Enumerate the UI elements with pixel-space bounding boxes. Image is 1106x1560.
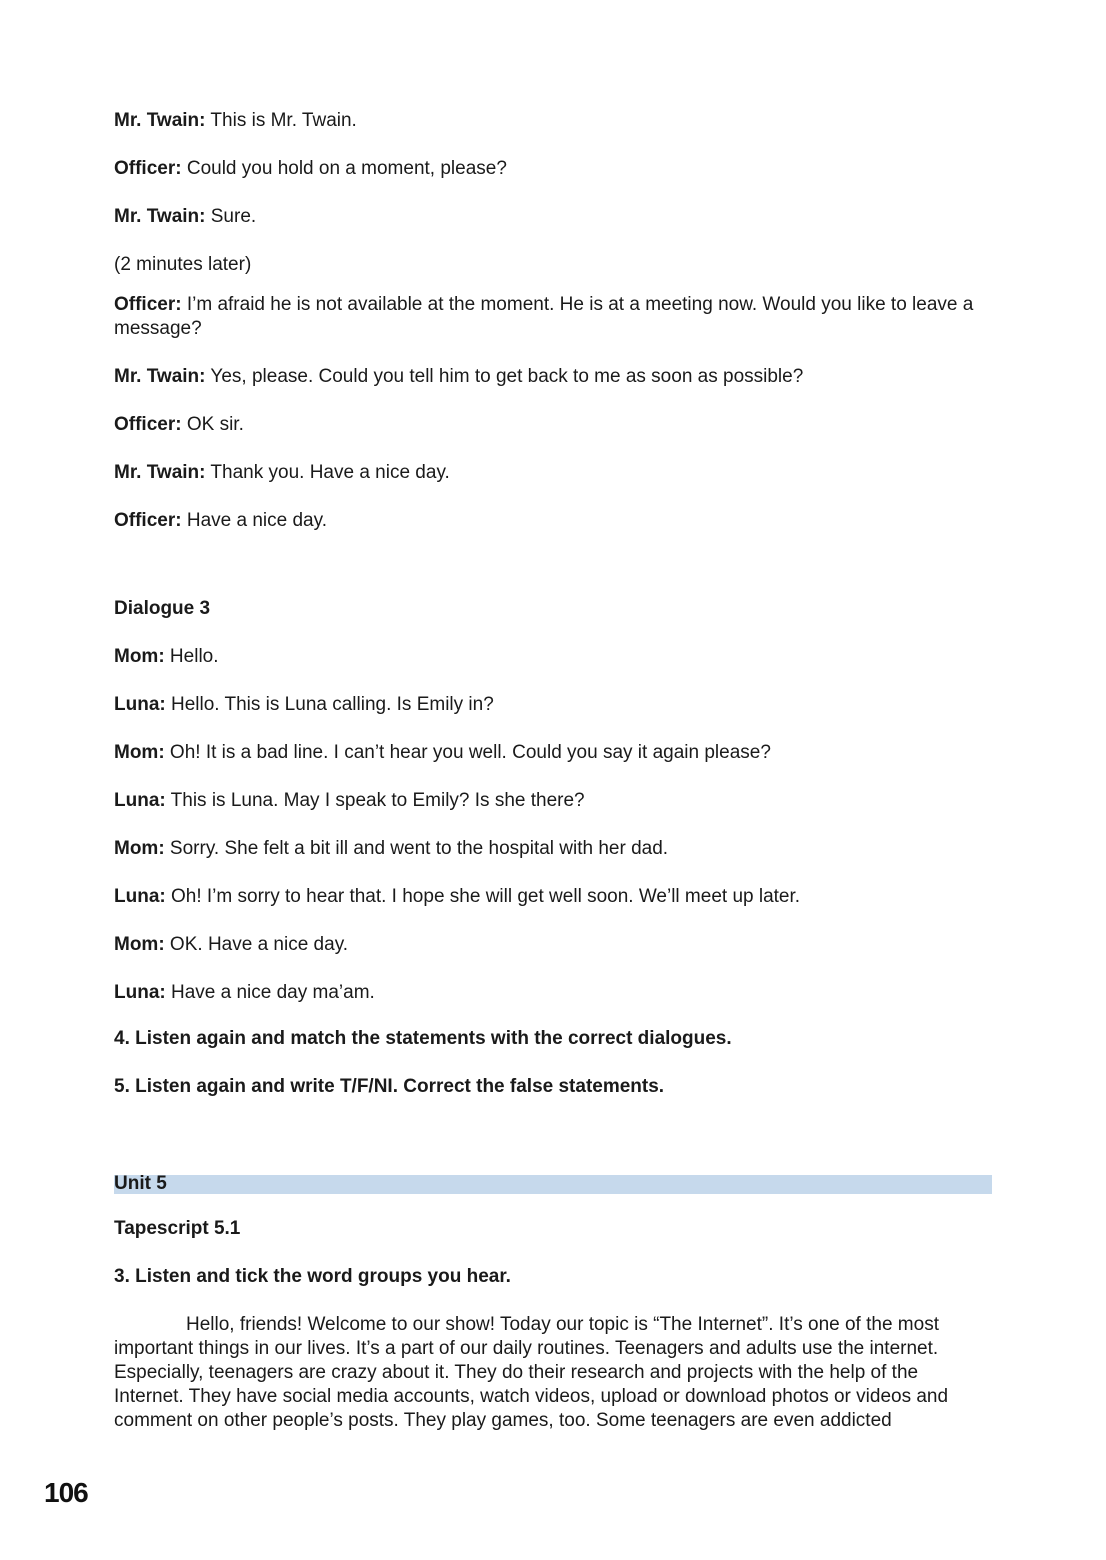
dialogue-line xyxy=(114,205,256,229)
unit-title: Unit 5 xyxy=(114,1173,167,1194)
dialogue-line xyxy=(114,293,992,341)
line-text: I’m afraid he is not available at the moment. He is at a meeting now. Would you like to leave a message? xyxy=(114,294,974,339)
speaker-label: Officer: xyxy=(114,294,182,315)
speaker-label: Luna: xyxy=(114,982,166,1003)
speaker-label: Officer: xyxy=(114,510,182,531)
dialogue-line xyxy=(114,741,771,765)
line-text: Sorry. She felt a bit ill and went to the hospital with her dad. xyxy=(164,838,669,859)
line-text: Have a nice day ma’am. xyxy=(165,982,375,1003)
dialogue-line xyxy=(114,509,327,533)
line-text: Could you hold on a moment, please? xyxy=(181,158,507,179)
dialogue-line xyxy=(114,365,803,389)
line-text: OK. Have a nice day. xyxy=(164,934,349,955)
unit-heading-bar xyxy=(114,1175,992,1194)
task-5-instruction: 5. Listen again and write T/F/NI. Correct the false statements. xyxy=(114,1076,665,1097)
tapescript-paragraph: Hello, friends! Welcome to our show! Today our topic is “The Internet”. It’s one of the most important things in our lives. It’s a part of our daily routines. Teenagers and adults use the internet. Especially, teenagers are crazy about it. They do their research and projects with the help of the Internet. They have social media accounts, watch videos, upload or download photos or videos and comment on other people’s posts. They play games, too. Some teenagers are even addicted xyxy=(114,1314,949,1431)
line-text: Hello. xyxy=(164,646,219,667)
line-text: This is Mr. Twain. xyxy=(205,110,357,131)
line-text: Yes, please. Could you tell him to get back to me as soon as possible? xyxy=(205,366,804,387)
line-text: Hello. This is Luna calling. Is Emily in? xyxy=(165,694,494,715)
speaker-label: Mom: xyxy=(114,646,165,667)
speaker-label: Mom: xyxy=(114,934,165,955)
line-text: This is Luna. May I speak to Emily? Is she there? xyxy=(165,790,585,811)
speaker-label: Luna: xyxy=(114,886,166,907)
dialogue-line xyxy=(114,789,585,813)
dialogue-line xyxy=(114,157,507,181)
task-3-instruction: 3. Listen and tick the word groups you hear. xyxy=(114,1266,511,1287)
speaker-label: Mr. Twain: xyxy=(114,110,206,131)
dialogue-line xyxy=(114,885,800,909)
line-text: Thank you. Have a nice day. xyxy=(205,462,450,483)
dialogue-line xyxy=(114,837,668,861)
task-4-instruction: 4. Listen again and match the statements with the correct dialogues. xyxy=(114,1028,732,1049)
speaker-label: Mom: xyxy=(114,742,165,763)
speaker-label: Mr. Twain: xyxy=(114,462,206,483)
speaker-label: Mr. Twain: xyxy=(114,206,206,227)
speaker-label: Officer: xyxy=(114,158,182,179)
line-text: Have a nice day. xyxy=(181,510,327,531)
dialogue-line xyxy=(114,645,219,669)
page-number: 106 xyxy=(44,1477,88,1508)
speaker-label: Luna: xyxy=(114,694,166,715)
dialogue-line xyxy=(114,109,357,133)
speaker-label: Mr. Twain: xyxy=(114,366,206,387)
stage-direction xyxy=(114,253,251,277)
line-text: Oh! I’m sorry to hear that. I hope she will get well soon. We’ll meet up later. xyxy=(165,886,801,907)
speaker-label: Mom: xyxy=(114,838,165,859)
dialogue-line xyxy=(114,933,348,957)
dialogue-line xyxy=(114,461,450,485)
line-text: Sure. xyxy=(205,206,257,227)
dialogue-line xyxy=(114,981,375,1005)
dialogue-line xyxy=(114,413,244,437)
dialogue-3-title: Dialogue 3 xyxy=(114,598,211,619)
speaker-label: Luna: xyxy=(114,790,166,811)
tapescript-title: Tapescript 5.1 xyxy=(114,1218,241,1239)
line-text: Oh! It is a bad line. I can’t hear you well. Could you say it again please? xyxy=(164,742,771,763)
dialogue-line xyxy=(114,693,494,717)
line-text: OK sir. xyxy=(181,414,244,435)
speaker-label: Officer: xyxy=(114,414,182,435)
line-text: (2 minutes later) xyxy=(114,254,252,275)
